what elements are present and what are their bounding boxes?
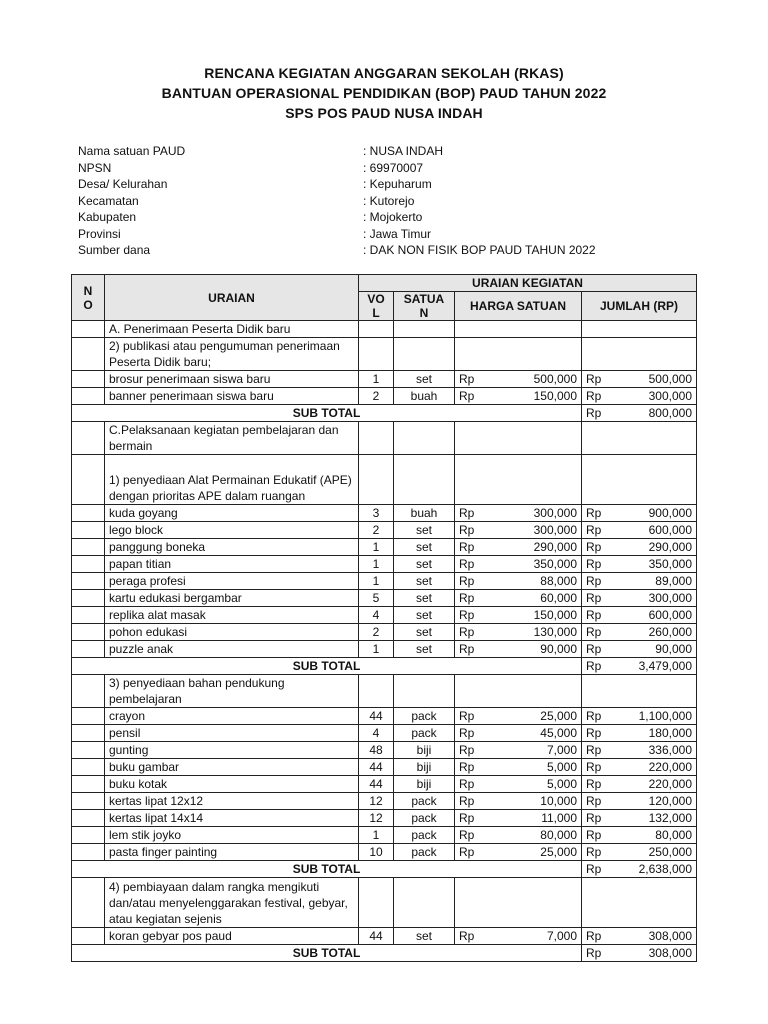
item-jumlah: 220,000 <box>615 759 697 776</box>
item-harga: 90,000 <box>490 641 582 658</box>
item-satuan: biji <box>394 759 455 776</box>
budget-table <box>71 274 697 962</box>
harga-currency: Rp <box>455 708 490 725</box>
item-name: kuda goyang <box>105 505 359 522</box>
subtotal-amount: 3,479,000 <box>615 658 697 675</box>
jumlah-currency: Rp <box>582 742 615 759</box>
item-vol: 48 <box>359 742 394 759</box>
item-vol: 1 <box>359 827 394 844</box>
jumlah-currency: Rp <box>582 573 615 590</box>
table-row <box>72 759 697 776</box>
item-name: papan titian <box>105 556 359 573</box>
subtotal-label: SUB TOTAL <box>72 861 582 878</box>
item-satuan: pack <box>394 844 455 861</box>
item-jumlah: 132,000 <box>615 810 697 827</box>
section-heading: A. Penerimaan Peserta Didik baru <box>105 321 359 338</box>
item-harga: 60,000 <box>490 590 582 607</box>
table-row <box>72 522 697 539</box>
item-harga: 130,000 <box>490 624 582 641</box>
item-vol: 1 <box>359 539 394 556</box>
item-satuan: pack <box>394 708 455 725</box>
item-vol: 12 <box>359 810 394 827</box>
item-satuan: set <box>394 928 455 945</box>
table-row <box>72 388 697 405</box>
item-harga: 300,000 <box>490 505 582 522</box>
table-row <box>72 371 697 388</box>
item-name: buku gambar <box>105 759 359 776</box>
subtotal-row <box>72 861 697 878</box>
info-value: : Jawa Timur <box>363 226 432 241</box>
section-heading-row <box>72 675 697 708</box>
jumlah-currency: Rp <box>582 827 615 844</box>
table-row <box>72 590 697 607</box>
table-row <box>72 742 697 759</box>
item-name: pohon edukasi <box>105 624 359 641</box>
item-satuan: buah <box>394 505 455 522</box>
harga-currency: Rp <box>455 539 490 556</box>
subtotal-label: SUB TOTAL <box>72 405 582 422</box>
item-vol: 12 <box>359 793 394 810</box>
section-heading: 4) pembiayaan dalam rangka mengikuti dan/atau menyelenggarakan festival, gebyar, atau kegiatan sejenis <box>105 878 359 928</box>
jumlah-currency: Rp <box>582 371 615 388</box>
section-heading-row <box>72 321 697 338</box>
subtotal-row <box>72 658 697 675</box>
subtotal-currency: Rp <box>582 861 615 878</box>
item-name: koran gebyar pos paud <box>105 928 359 945</box>
title-bop: BANTUAN OPERASIONAL PENDIDIKAN (BOP) PAUD TAHUN 2022 <box>161 85 607 101</box>
item-satuan: set <box>394 624 455 641</box>
jumlah-currency: Rp <box>582 793 615 810</box>
item-satuan: pack <box>394 793 455 810</box>
item-vol: 1 <box>359 556 394 573</box>
jumlah-currency: Rp <box>582 708 615 725</box>
harga-currency: Rp <box>455 590 490 607</box>
harga-currency: Rp <box>455 759 490 776</box>
item-jumlah: 89,000 <box>615 573 697 590</box>
item-harga: 5,000 <box>490 776 582 793</box>
jumlah-currency: Rp <box>582 725 615 742</box>
item-vol: 10 <box>359 844 394 861</box>
table-row <box>72 556 697 573</box>
item-harga: 300,000 <box>490 522 582 539</box>
item-name: puzzle anak <box>105 641 359 658</box>
jumlah-currency: Rp <box>582 776 615 793</box>
header-uraian-kegiatan: URAIAN KEGIATAN <box>359 275 697 292</box>
item-satuan: biji <box>394 776 455 793</box>
table-row <box>72 607 697 624</box>
item-vol: 1 <box>359 371 394 388</box>
item-jumlah: 500,000 <box>615 371 697 388</box>
subtotal-row <box>72 945 697 962</box>
item-harga: 290,000 <box>490 539 582 556</box>
jumlah-currency: Rp <box>582 810 615 827</box>
item-satuan: biji <box>394 742 455 759</box>
table-row <box>72 810 697 827</box>
section-heading-row <box>72 422 697 455</box>
header-harga-satuan: HARGA SATUAN <box>455 292 582 321</box>
item-harga: 25,000 <box>490 844 582 861</box>
header-uraian: URAIAN <box>105 275 359 321</box>
subtotal-amount: 800,000 <box>615 405 697 422</box>
item-vol: 44 <box>359 708 394 725</box>
item-jumlah: 350,000 <box>615 556 697 573</box>
item-jumlah: 300,000 <box>615 388 697 405</box>
harga-currency: Rp <box>455 742 490 759</box>
item-vol: 3 <box>359 505 394 522</box>
jumlah-currency: Rp <box>582 522 615 539</box>
item-jumlah: 308,000 <box>615 928 697 945</box>
harga-currency: Rp <box>455 624 490 641</box>
table-row <box>72 624 697 641</box>
jumlah-currency: Rp <box>582 505 615 522</box>
info-label: Kabupaten <box>78 210 137 224</box>
table-row <box>72 708 697 725</box>
subtotal-currency: Rp <box>582 658 615 675</box>
item-vol: 2 <box>359 522 394 539</box>
item-harga: 150,000 <box>490 607 582 624</box>
table-row <box>72 793 697 810</box>
item-name: peraga profesi <box>105 573 359 590</box>
harga-currency: Rp <box>455 793 490 810</box>
jumlah-currency: Rp <box>582 928 615 945</box>
section-heading: 1) penyediaan Alat Permainan Edukatif (APE) dengan prioritas APE dalam ruangan <box>105 455 359 505</box>
harga-currency: Rp <box>455 505 490 522</box>
item-vol: 4 <box>359 607 394 624</box>
info-label: Desa/ Kelurahan <box>78 177 168 191</box>
item-jumlah: 180,000 <box>615 725 697 742</box>
header-satuan: SATUA N <box>394 292 455 321</box>
item-jumlah: 900,000 <box>615 505 697 522</box>
info-value: : 69970007 <box>363 160 424 175</box>
item-jumlah: 300,000 <box>615 590 697 607</box>
item-satuan: set <box>394 539 455 556</box>
item-satuan: set <box>394 556 455 573</box>
jumlah-currency: Rp <box>582 844 615 861</box>
item-satuan: set <box>394 641 455 658</box>
info-label: Nama satuan PAUD <box>78 144 186 158</box>
info-label: Provinsi <box>78 226 121 241</box>
harga-currency: Rp <box>455 573 490 590</box>
section-heading: 2) publikasi atau pengumuman penerimaan Peserta Didik baru; <box>105 338 359 371</box>
item-harga: 7,000 <box>490 928 582 945</box>
info-label: Kecamatan <box>78 193 139 208</box>
table-row <box>72 725 697 742</box>
table-row <box>72 573 697 590</box>
item-jumlah: 80,000 <box>615 827 697 844</box>
info-value: : Kepuharum <box>363 177 432 191</box>
section-heading-row <box>72 338 697 371</box>
item-satuan: buah <box>394 388 455 405</box>
harga-currency: Rp <box>455 607 490 624</box>
item-vol: 1 <box>359 641 394 658</box>
item-satuan: set <box>394 371 455 388</box>
jumlah-currency: Rp <box>582 539 615 556</box>
table-row <box>72 844 697 861</box>
info-value: : Kutorejo <box>363 193 415 208</box>
subtotal-label: SUB TOTAL <box>72 945 582 962</box>
header-jumlah: JUMLAH (RP) <box>582 292 697 321</box>
subtotal-label: SUB TOTAL <box>72 658 582 675</box>
item-name: kertas lipat 12x12 <box>105 793 359 810</box>
item-name: gunting <box>105 742 359 759</box>
section-heading: 3) penyediaan bahan pendukung pembelajaran <box>105 675 359 708</box>
harga-currency: Rp <box>455 827 490 844</box>
table-row <box>72 776 697 793</box>
item-harga: 350,000 <box>490 556 582 573</box>
table-row <box>72 928 697 945</box>
item-jumlah: 260,000 <box>615 624 697 641</box>
item-vol: 44 <box>359 776 394 793</box>
jumlah-currency: Rp <box>582 388 615 405</box>
harga-currency: Rp <box>455 810 490 827</box>
item-name: pensil <box>105 725 359 742</box>
item-harga: 150,000 <box>490 388 582 405</box>
jumlah-currency: Rp <box>582 641 615 658</box>
subtotal-amount: 308,000 <box>615 945 697 962</box>
jumlah-currency: Rp <box>582 759 615 776</box>
item-satuan: pack <box>394 827 455 844</box>
item-name: banner penerimaan siswa baru <box>105 388 359 405</box>
item-vol: 2 <box>359 388 394 405</box>
jumlah-currency: Rp <box>582 607 615 624</box>
item-jumlah: 250,000 <box>615 844 697 861</box>
section-heading-row <box>72 455 697 505</box>
item-jumlah: 600,000 <box>615 607 697 624</box>
header-vol: VO L <box>359 292 394 321</box>
table-row <box>72 505 697 522</box>
harga-currency: Rp <box>455 388 490 405</box>
item-name: kertas lipat 14x14 <box>105 810 359 827</box>
item-harga: 11,000 <box>490 810 582 827</box>
item-harga: 80,000 <box>490 827 582 844</box>
harga-currency: Rp <box>455 371 490 388</box>
harga-currency: Rp <box>455 844 490 861</box>
table-row <box>72 641 697 658</box>
item-name: crayon <box>105 708 359 725</box>
item-vol: 44 <box>359 928 394 945</box>
subtotal-row <box>72 405 697 422</box>
item-satuan: pack <box>394 810 455 827</box>
item-vol: 1 <box>359 573 394 590</box>
item-harga: 5,000 <box>490 759 582 776</box>
item-name: kartu edukasi bergambar <box>105 590 359 607</box>
table-row <box>72 827 697 844</box>
item-name: panggung boneka <box>105 539 359 556</box>
jumlah-currency: Rp <box>582 624 615 641</box>
harga-currency: Rp <box>455 776 490 793</box>
title-school: SPS POS PAUD NUSA INDAH <box>285 105 483 121</box>
table-row <box>72 539 697 556</box>
item-jumlah: 120,000 <box>615 793 697 810</box>
document-title-block <box>0 63 768 123</box>
item-vol: 5 <box>359 590 394 607</box>
item-harga: 25,000 <box>490 708 582 725</box>
item-satuan: set <box>394 590 455 607</box>
item-satuan: set <box>394 607 455 624</box>
jumlah-currency: Rp <box>582 590 615 607</box>
info-label: Sumber dana <box>78 243 151 257</box>
harga-currency: Rp <box>455 556 490 573</box>
item-vol: 44 <box>359 759 394 776</box>
item-satuan: pack <box>394 725 455 742</box>
item-satuan: set <box>394 573 455 590</box>
item-harga: 88,000 <box>490 573 582 590</box>
subtotal-currency: Rp <box>582 405 615 422</box>
subtotal-amount: 2,638,000 <box>615 861 697 878</box>
info-label: NPSN <box>78 160 112 175</box>
harga-currency: Rp <box>455 928 490 945</box>
item-vol: 2 <box>359 624 394 641</box>
info-value: : Mojokerto <box>363 210 423 224</box>
subtotal-currency: Rp <box>582 945 615 962</box>
item-vol: 4 <box>359 725 394 742</box>
item-name: lem stik joyko <box>105 827 359 844</box>
title-rkas: RENCANA KEGIATAN ANGGARAN SEKOLAH (RKAS) <box>204 65 564 81</box>
item-jumlah: 290,000 <box>615 539 697 556</box>
harga-currency: Rp <box>455 641 490 658</box>
item-harga: 500,000 <box>490 371 582 388</box>
section-heading-row <box>72 878 697 928</box>
harga-currency: Rp <box>455 522 490 539</box>
item-jumlah: 600,000 <box>615 522 697 539</box>
item-name: lego block <box>105 522 359 539</box>
item-jumlah: 1,100,000 <box>615 708 697 725</box>
section-heading: C.Pelaksanaan kegiatan pembelajaran dan bermain <box>105 422 359 455</box>
item-satuan: set <box>394 522 455 539</box>
item-name: pasta finger painting <box>105 844 359 861</box>
item-harga: 7,000 <box>490 742 582 759</box>
item-harga: 45,000 <box>490 725 582 742</box>
item-jumlah: 336,000 <box>615 742 697 759</box>
item-jumlah: 220,000 <box>615 776 697 793</box>
info-value: : DAK NON FISIK BOP PAUD TAHUN 2022 <box>363 243 596 257</box>
harga-currency: Rp <box>455 725 490 742</box>
item-name: buku kotak <box>105 776 359 793</box>
item-jumlah: 90,000 <box>615 641 697 658</box>
info-value: : NUSA INDAH <box>363 144 444 158</box>
item-name: replika alat masak <box>105 607 359 624</box>
header-no: N O <box>72 275 105 321</box>
item-harga: 10,000 <box>490 793 582 810</box>
jumlah-currency: Rp <box>582 556 615 573</box>
item-name: brosur penerimaan siswa baru <box>105 371 359 388</box>
